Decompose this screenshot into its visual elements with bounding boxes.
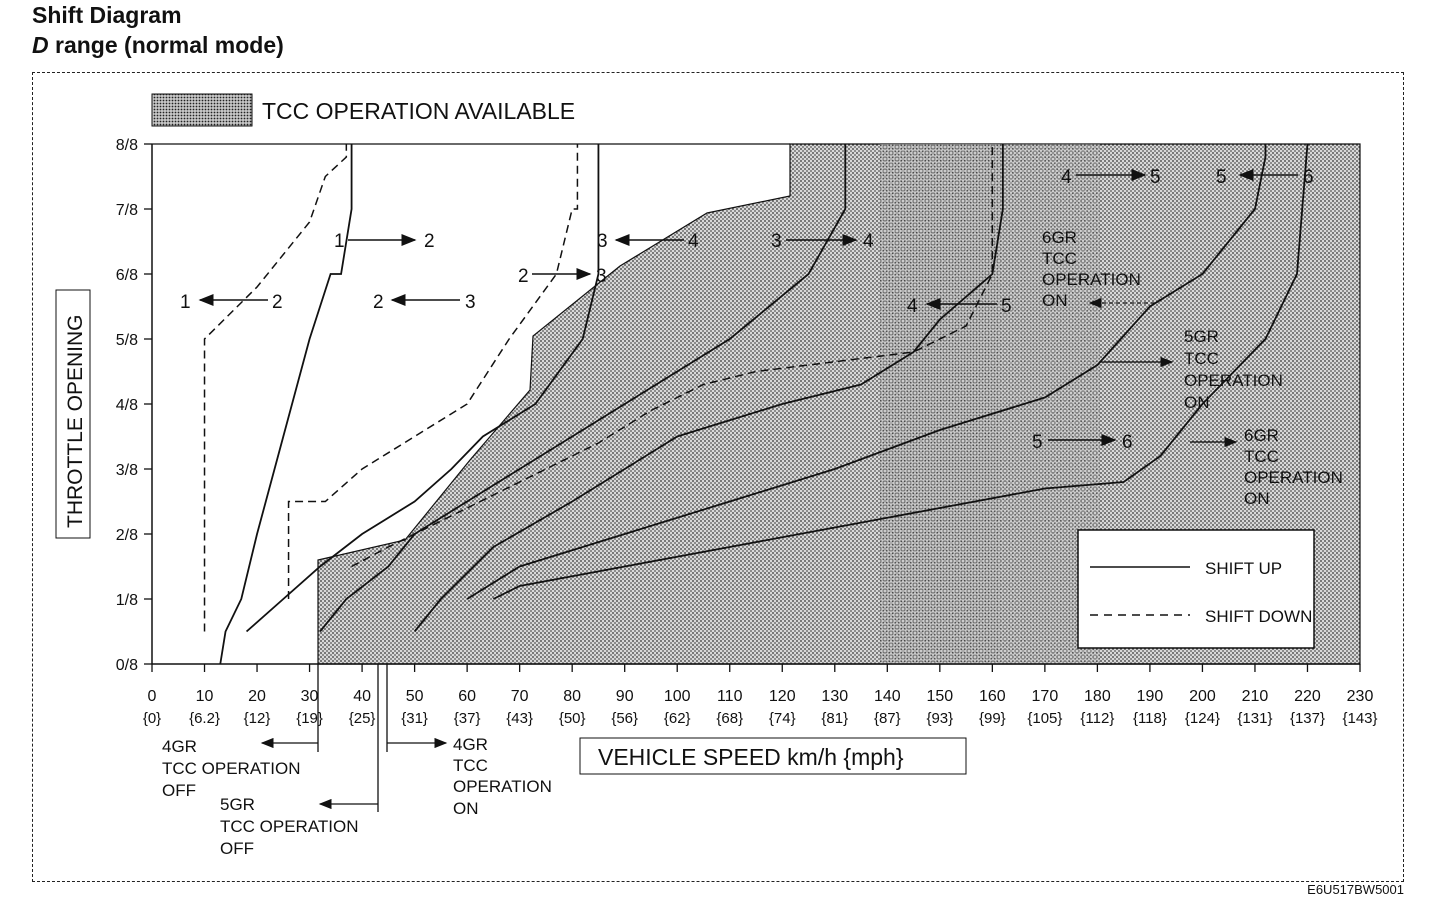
x-tick-label-mph: {6.2} <box>189 710 220 727</box>
y-tick-label: 2/8 <box>115 527 138 544</box>
x-tick-label-kmh: 210 <box>1241 688 1269 705</box>
gr6-top-l4: ON <box>1042 291 1068 310</box>
shift-3-2-from: 3 <box>465 292 476 313</box>
y-tick-label: 0/8 <box>115 657 138 674</box>
x-tick-label-mph: {19} <box>296 710 323 727</box>
x-tick-label-kmh: 140 <box>873 688 901 705</box>
gr4-off-l3: OFF <box>162 781 196 800</box>
gr4-off-l2: TCC OPERATION <box>162 759 301 778</box>
y-ticks <box>116 137 152 674</box>
y-tick-label: 6/8 <box>115 267 138 284</box>
shift-up-label: SHIFT UP <box>1205 559 1283 578</box>
x-tick-label-kmh: 50 <box>405 688 424 705</box>
x-tick-label-kmh: 100 <box>663 688 691 705</box>
x-tick-label-mph: {81} <box>821 710 849 727</box>
shift-down-label: SHIFT DOWN <box>1205 607 1313 626</box>
gr5-off-l2: TCC OPERATION <box>220 817 359 836</box>
shift-5-6-to: 6 <box>1122 432 1133 453</box>
x-tick-label-kmh: 230 <box>1346 688 1374 705</box>
x-tick-label-kmh: 220 <box>1294 688 1321 705</box>
x-axis-label: VEHICLE SPEED km/h {mph} <box>598 744 904 770</box>
x-tick-label-kmh: 150 <box>926 688 954 705</box>
x-tick-label-mph: {0} <box>142 710 162 727</box>
tcc-legend-label: TCC OPERATION AVAILABLE <box>262 98 576 124</box>
x-tick-label-mph: {99} <box>978 710 1006 727</box>
x-tick-label-mph: {124} <box>1184 710 1220 727</box>
x-tick-label-mph: {87} <box>873 710 901 727</box>
shift-5-6-from: 5 <box>1032 432 1043 453</box>
x-tick-label-mph: {137} <box>1289 710 1326 727</box>
gr4-off-l1: 4GR <box>162 737 197 756</box>
x-tick-label-kmh: 170 <box>1031 688 1059 705</box>
x-tick-label-mph: {31} <box>401 710 428 727</box>
gr6-right-l4: ON <box>1244 489 1270 508</box>
x-tick-label-kmh: 70 <box>510 688 529 705</box>
shift-4-3-from: 4 <box>688 231 699 252</box>
x-tick-label-mph: {143} <box>1342 710 1378 727</box>
x-tick-label-mph: {62} <box>663 710 691 727</box>
x-tick-label-kmh: 130 <box>821 688 849 705</box>
y-tick-label: 4/8 <box>115 397 138 414</box>
shift-5-4-from: 5 <box>1001 296 1012 317</box>
x-tick-label-mph: {37} <box>453 710 481 727</box>
x-tick-label-mph: {118} <box>1132 710 1167 727</box>
x-tick-label-mph: {43} <box>506 710 534 727</box>
shift-1-2-to: 2 <box>424 231 435 252</box>
figure-code: E6U517BW5001 <box>1307 882 1404 897</box>
gr6-top-l1: 6GR <box>1042 228 1077 247</box>
shift-3-4-to: 4 <box>863 231 874 252</box>
shift-4-3-to: 3 <box>597 231 608 252</box>
gr6-right-l2: TCC <box>1244 447 1279 466</box>
gr5-on-l4: ON <box>1184 393 1210 412</box>
x-tick-label-kmh: 190 <box>1136 688 1164 705</box>
shift-1-2-from: 1 <box>334 231 345 252</box>
gr4-on-l1: 4GR <box>453 735 488 754</box>
shift-4-5-from: 4 <box>1061 167 1072 188</box>
x-tick-label-kmh: 0 <box>147 688 157 705</box>
x-tick-label-kmh: 90 <box>615 688 634 705</box>
gr5-off-l3: OFF <box>220 839 254 858</box>
y-tick-label: 1/8 <box>115 592 138 609</box>
x-tick-label-mph: {68} <box>716 710 744 727</box>
gr4-on-l2: TCC <box>453 756 488 775</box>
x-tick-label-kmh: 160 <box>978 688 1006 705</box>
x-tick-label-mph: {93} <box>926 710 954 727</box>
gr6-top-l3: OPERATION <box>1042 270 1141 289</box>
y-axis-label: THROTTLE OPENING <box>64 314 87 528</box>
subtitle-italic-d: D <box>32 32 49 58</box>
y-tick-label: 7/8 <box>115 202 138 219</box>
x-tick-label-mph: {131} <box>1237 710 1273 727</box>
y-tick-label: 5/8 <box>115 332 138 349</box>
x-tick-label-mph: {74} <box>768 710 796 727</box>
x-ticks <box>143 664 1378 727</box>
x-tick-label-kmh: 180 <box>1084 688 1111 705</box>
page-title: Shift Diagram <box>32 2 182 28</box>
shift-2-1-to: 1 <box>180 292 191 313</box>
shift-5-4-to: 4 <box>907 296 918 317</box>
x-tick-label-kmh: 200 <box>1189 688 1216 705</box>
gr4-on-l4: ON <box>453 799 479 818</box>
shift-2-3-from: 2 <box>518 266 529 287</box>
subtitle-rest: range (normal mode) <box>48 32 284 58</box>
x-tick-label-mph: {25} <box>348 710 376 727</box>
gr6-right-l3: OPERATION <box>1244 468 1343 487</box>
x-tick-label-mph: {50} <box>558 710 586 727</box>
x-tick-label-mph: {56} <box>611 710 639 727</box>
shift-6-5-from: 6 <box>1303 167 1314 188</box>
tcc-legend-swatch <box>152 94 252 126</box>
shift-4-5-to: 5 <box>1150 167 1161 188</box>
gr5-on-l1: 5GR <box>1184 327 1219 346</box>
gr5-on-l3: OPERATION <box>1184 371 1283 390</box>
gr5-off-l1: 5GR <box>220 795 255 814</box>
x-tick-label-kmh: 60 <box>458 688 477 705</box>
x-tick-label-kmh: 110 <box>716 688 743 705</box>
shift-2-3-to: 3 <box>596 266 607 287</box>
y-tick-label: 8/8 <box>115 137 138 154</box>
shift-3-2-to: 2 <box>373 292 384 313</box>
line-style-legend <box>1078 530 1314 648</box>
gr6-right-l1: 6GR <box>1244 426 1279 445</box>
x-tick-label-mph: {12} <box>243 710 271 727</box>
gr5-on-l2: TCC <box>1184 349 1219 368</box>
shift-3-4-from: 3 <box>771 231 782 252</box>
x-tick-label-kmh: 80 <box>563 688 582 705</box>
x-tick-label-kmh: 10 <box>195 688 214 705</box>
gr6-top-l2: TCC <box>1042 249 1077 268</box>
x-tick-label-mph: {105} <box>1027 710 1063 727</box>
x-tick-label-kmh: 30 <box>300 688 319 705</box>
x-tick-label-kmh: 120 <box>768 688 796 705</box>
gr4-on-l3: OPERATION <box>453 777 552 796</box>
x-tick-label-mph: {112} <box>1080 710 1115 727</box>
y-tick-label: 3/8 <box>115 462 138 479</box>
x-tick-label-kmh: 20 <box>248 688 266 705</box>
shift-2-1-from: 2 <box>272 292 283 313</box>
x-tick-label-kmh: 40 <box>353 688 371 705</box>
tcc-dense-band <box>880 144 1000 664</box>
shift-6-5-to: 5 <box>1216 167 1227 188</box>
